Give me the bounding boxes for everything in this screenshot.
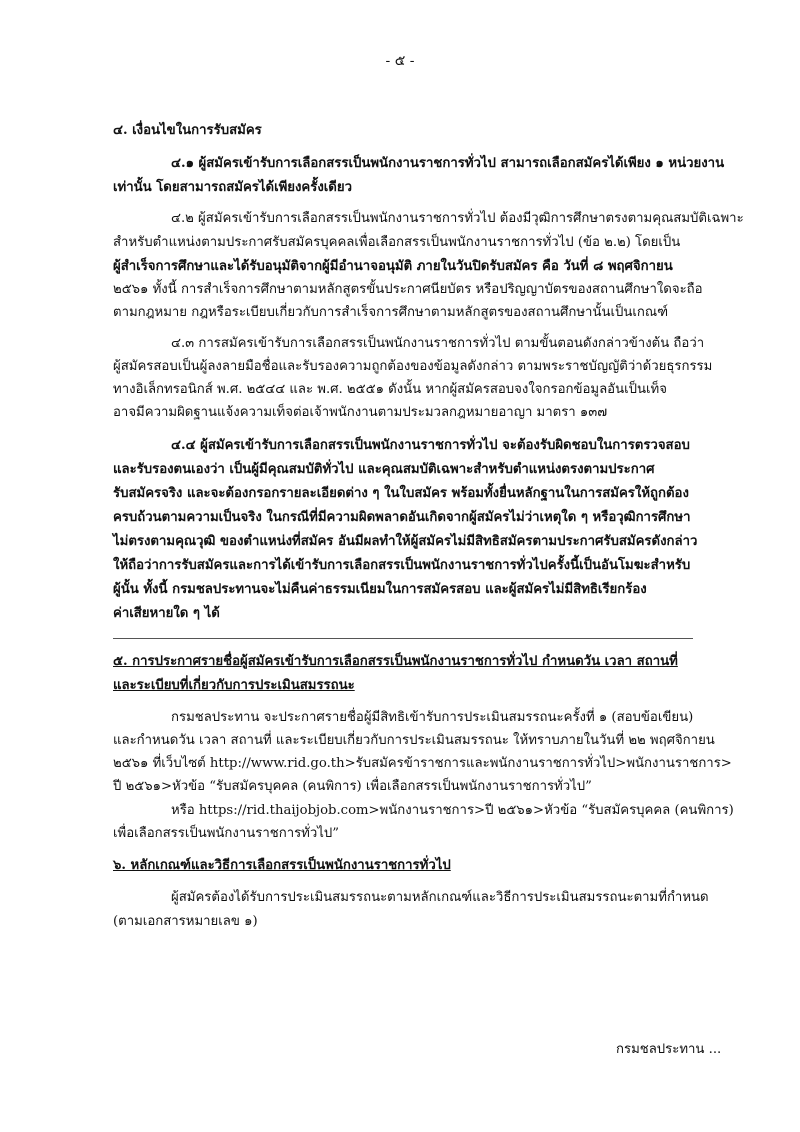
footer-continuation: กรมชลประทาน ... — [616, 1042, 722, 1057]
text-line: เท่านั้น โดยสามารถสมัครได้เพียงครั้งเดียว — [113, 180, 352, 195]
text-line: ๔.๒ ผู้สมัครเข้ารับการเลือกสรรเป็นพนักงานราชการทั่วไป ต้องมีวุฒิการศึกษาตรงตามคุณสมบัติเฉพาะ — [171, 211, 744, 226]
text-line: ค่าเสียหายใด ๆ ได้ — [113, 606, 220, 621]
text-line: และกำหนดวัน เวลา สถานที่ และระเบียบเกี่ยวกับการประเมินสมรรถนะ ให้ทราบภายในวันที่ ๒๒ พฤศจิกายน — [113, 733, 715, 748]
text-line: ๒๕๖๑ ทั้งนี้ การสำเร็จการศึกษาตามหลักสูตรขั้นประกาศนียบัตร หรือปริญญาบัตรของสถานศึกษาใดจะถือ — [113, 282, 703, 297]
text-line: ๔.๑ ผู้สมัครเข้ารับการเลือกสรรเป็นพนักงานราชการทั่วไป สามารถเลือกสมัครได้เพียง ๑ หน่วยงาน — [171, 156, 725, 171]
text-line: ให้ถือว่าการรับสมัครและการได้เข้ารับการเลือกสรรเป็นพนักงานราชการทั่วไปครั้งนี้เป็นอันโมฆะสำหรับ — [113, 558, 691, 573]
text-line: ๒๕๖๑ ที่เว็บไซต์ http://www.rid.go.th>รับสมัครข้าราชการและพนักงานราชการทั่วไป>พนักงานราชการ> — [113, 756, 732, 771]
text-line: หรือ https://rid.thaijobjob.com>พนักงานราชการ>ปี ๒๕๖๑>หัวข้อ “รับสมัครบุคคล (คนพิการ) — [171, 803, 734, 818]
text-line: กรมชลประทาน จะประกาศรายชื่อผู้มีสิทธิเข้ารับการประเมินสมรรถนะครั้งที่ ๑ (สอบข้อเขียน) — [171, 710, 694, 725]
text-line: ๖. หลักเกณฑ์และวิธีการเลือกสรรเป็นพนักงานราชการทั่วไป — [113, 858, 451, 873]
text-line: สำหรับตำแหน่งตามประกาศรับสมัครบุคคลเพื่อเลือกสรรเป็นพนักงานราชการทั่วไป (ข้อ ๒.๒) โดยเป็น — [113, 235, 681, 250]
text-line: ๔.๓ การสมัครเข้ารับการเลือกสรรเป็นพนักงานราชการทั่วไป ตามขั้นตอนดังกล่าวข้างต้น ถือว่า — [171, 336, 705, 351]
text-line: ผู้สำเร็จการศึกษาและได้รับอนุมัติจากผู้มีอำนาจอนุมัติ ภายในวันปิดรับสมัคร คือ วันที่ ๘ พฤศจิกายน — [113, 259, 673, 274]
text-line: (ตามเอกสารหมายเลข ๑) — [113, 914, 258, 929]
page-number: - ๕ - — [385, 53, 415, 69]
text-line: และรับรองตนเองว่า เป็นผู้มีคุณสมบัติทั่วไป และคุณสมบัติเฉพาะสำหรับตำแหน่งตรงตามประกาศ — [113, 462, 655, 477]
text-line: ทางอิเล็กทรอนิกส์ พ.ศ. ๒๕๔๔ และ พ.ศ. ๒๕๕๑ ดังนั้น หากผู้สมัครสอบจงใจกรอกข้อมูลอันเป็นเท็จ — [113, 382, 667, 397]
section-divider — [113, 638, 693, 639]
text-line: รับสมัครจริง และจะต้องกรอกรายละเอียดต่าง ๆ ในใบสมัคร พร้อมทั้งยื่นหลักฐานในการสมัครให้ถูกต้อง — [113, 486, 689, 501]
text-line: ผู้สมัครต้องได้รับการประเมินสมรรถนะตามหลักเกณฑ์และวิธีการประเมินสมรรถนะตามที่กำหนด — [171, 890, 709, 905]
text-line: อาจมีความผิดฐานแจ้งความเท็จต่อเจ้าพนักงานตามประมวลกฎหมายอาญา มาตรา ๑๓๗ — [113, 405, 608, 420]
text-line: ๕. การประกาศรายชื่อผู้สมัครเข้ารับการเลือกสรรเป็นพนักงานราชการทั่วไป กำหนดวัน เวลา สถานที่ — [113, 654, 678, 669]
text-line: ๔.๔ ผู้สมัครเข้ารับการเลือกสรรเป็นพนักงานราชการทั่วไป จะต้องรับผิดชอบในการตรวจสอบ — [171, 438, 690, 453]
text-line: ปี ๒๕๖๑>หัวข้อ “รับสมัครบุคคล (คนพิการ) เพื่อเลือกสรรเป็นพนักงานราชการทั่วไป” — [113, 779, 592, 794]
text-line: ผู้สมัครสอบเป็นผู้ลงลายมือชื่อและรับรองความถูกต้องของข้อมูลดังกล่าว ตามพระราชบัญญัติว่าด้วยธุรกรรม — [113, 359, 713, 374]
text-line: ผู้นั้น ทั้งนี้ กรมชลประทานจะไม่คืนค่าธรรมเนียมในการสมัครสอบ และผู้สมัครไม่มีสิทธิเรียกร้อง — [113, 582, 647, 597]
text-line: ตามกฎหมาย กฎหรือระเบียบเกี่ยวกับการสำเร็จการศึกษาตามหลักสูตรของสถานศึกษานั้นเป็นเกณฑ์ — [113, 305, 669, 320]
text-line: ไม่ตรงตามคุณวุฒิ ของตำแหน่งที่สมัคร อันมีผลทำให้ผู้สมัครไม่มีสิทธิสมัครตามประกาศรับสมัครดังกล่าว — [113, 534, 698, 549]
text-line: และระเบียบที่เกี่ยวกับการประเมินสมรรถนะ — [113, 678, 355, 693]
text-line: ครบถ้วนตามความเป็นจริง ในกรณีที่มีความผิดพลาดอันเกิดจากผู้สมัครไม่ว่าเหตุใด ๆ หรือวุฒิการศึกษา — [113, 510, 691, 525]
text-line: เพื่อเลือกสรรเป็นพนักงานราชการทั่วไป” — [113, 826, 340, 841]
text-line: ๔. เงื่อนไขในการรับสมัคร — [113, 123, 262, 138]
